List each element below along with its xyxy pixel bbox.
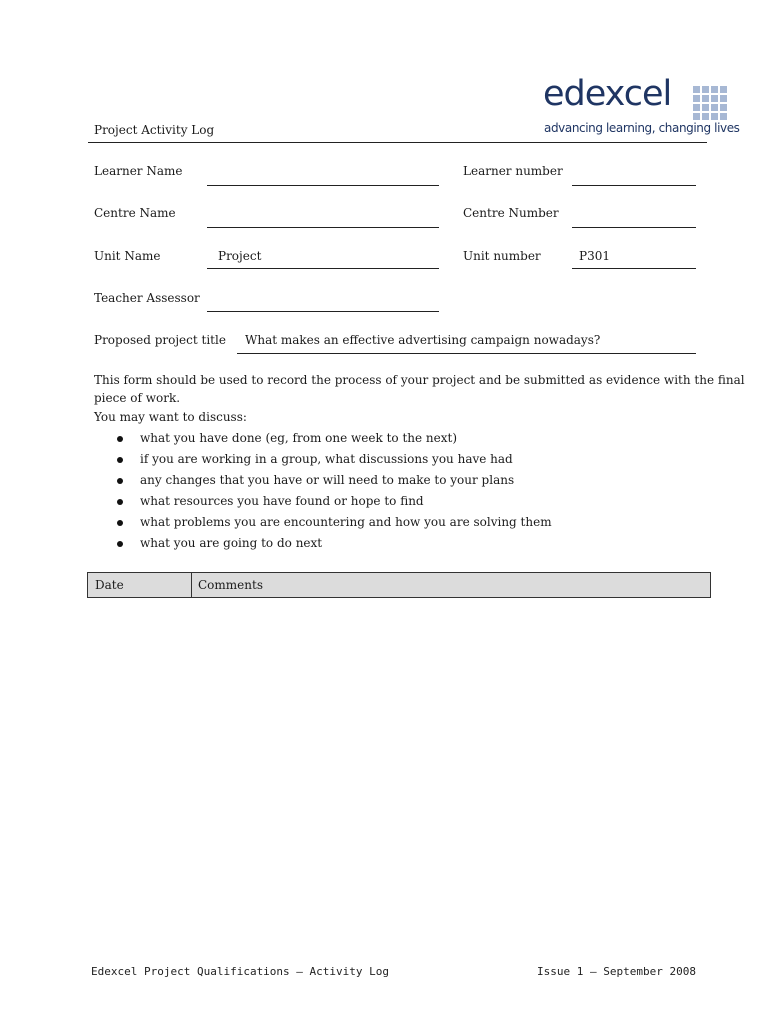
bullet-text: if you are working in a group, what discussions you have had [140,452,513,466]
centre-name-line [207,227,439,228]
bullet-text: what resources you have found or hope to find [140,494,424,508]
bullet-text: what you are going to do next [140,536,323,550]
unit-name-field[interactable]: Project [218,249,262,263]
date-column-header: Date [88,573,192,597]
logo-tagline: advancing learning, changing lives [544,121,740,135]
teacher-assessor-label: Teacher Assessor [94,291,200,305]
bullet-text: what you have done (eg, from one week to the next) [140,431,458,445]
unit-number-label: Unit number [463,249,541,263]
project-title-field[interactable]: What makes an effective advertising campaign nowadays? [245,333,601,347]
discussion-bullet-list [94,428,552,554]
centre-number-line [572,227,696,228]
learner-number-label: Learner number [463,164,563,178]
bullet-dot-icon [117,478,123,484]
instructions-line-1: This form should be used to record the process of your project and be submitted as evidence with the final [94,373,745,387]
unit-number-line [572,268,696,269]
bullet-text: what problems you are encountering and how you are solving them [140,515,552,529]
list-item [94,491,552,512]
bullet-dot-icon [117,436,123,442]
learner-number-line [572,185,696,186]
list-item [94,449,552,470]
list-item [94,533,552,554]
list-item [94,470,552,491]
bullet-dot-icon [117,499,123,505]
centre-number-label: Centre Number [463,206,559,220]
document-title: Project Activity Log [94,123,215,137]
footer-right: Issue 1 – September 2008 [537,965,696,978]
bullet-dot-icon [117,457,123,463]
instructions-line-3: You may want to discuss: [94,410,247,424]
activity-log-table-header [87,572,711,598]
unit-name-label: Unit Name [94,249,161,263]
learner-name-label: Learner Name [94,164,183,178]
edexcel-logo [543,74,740,140]
logo-grid-icon [693,86,729,120]
unit-name-line [207,268,439,269]
learner-name-line [207,185,439,186]
footer-left: Edexcel Project Qualifications – Activity Log [91,965,390,978]
teacher-assessor-line [207,311,439,312]
centre-name-label: Centre Name [94,206,176,220]
list-item [94,512,552,533]
project-title-label: Proposed project title [94,333,226,347]
bullet-text: any changes that you have or will need to make to your plans [140,473,515,487]
bullet-dot-icon [117,541,123,547]
comments-column-header: Comments [198,578,263,592]
project-title-line [237,353,696,354]
unit-number-field[interactable]: P301 [579,249,610,263]
bullet-dot-icon [117,520,123,526]
title-rule [88,142,707,143]
logo-wordmark: edexcel [543,74,672,114]
instructions-line-2: piece of work. [94,391,181,405]
list-item [94,428,552,449]
